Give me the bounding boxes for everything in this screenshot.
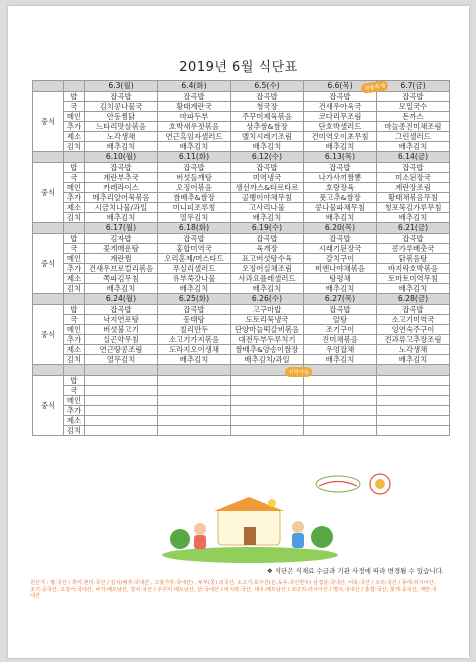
menu-item-row: [33, 112, 450, 122]
menu-item-row: [33, 305, 450, 315]
menu-dish-cell: 시래기된장국: [304, 244, 377, 254]
menu-dish-cell: 오징어볶음: [158, 183, 231, 193]
menu-dish-cell: [231, 426, 304, 436]
day-date-header: 6.10(월): [85, 152, 158, 163]
menu-item-row: [33, 254, 450, 264]
header-blank-cell: [64, 223, 85, 234]
menu-dish-cell: 대전두부두루치기: [231, 335, 304, 345]
row-label: 제소: [64, 416, 85, 426]
menu-dish-cell: [85, 416, 158, 426]
header-blank-cell: [33, 365, 64, 376]
menu-dish-cell: 동태탕: [158, 315, 231, 325]
menu-dish-cell: 배추김치: [377, 213, 450, 223]
row-label: 밥: [64, 163, 85, 173]
menu-item-row: [33, 345, 450, 355]
menu-item-row: [33, 142, 450, 152]
menu-item-row: [33, 355, 450, 365]
menu-item-row: [33, 102, 450, 112]
row-label: 제소: [64, 274, 85, 284]
menu-dish-cell: 미역냉국: [231, 173, 304, 183]
menu-dish-cell: [85, 406, 158, 416]
menu-dish-cell: 쌈배추&쌈장: [158, 193, 231, 203]
menu-dish-cell: 청포묵김가루무침: [377, 203, 450, 213]
row-label: 김치: [64, 142, 85, 152]
menu-dish-cell: 잡곡밥: [85, 305, 158, 315]
menu-dish-cell: 건새우브로컬리볶음: [85, 264, 158, 274]
day-date-header: 6.11(화): [158, 152, 231, 163]
row-label: 메인: [64, 325, 85, 335]
menu-dish-cell: 고구마밥: [231, 305, 304, 315]
page-title: 2019년 6월 식단표: [179, 60, 298, 75]
menu-dish-cell: 호랑장육: [304, 183, 377, 193]
menu-dish-cell: 콩가루배춧국: [377, 244, 450, 254]
menu-dish-cell: 잡곡밥: [85, 163, 158, 173]
row-label: 김치: [64, 426, 85, 436]
header-blank-cell: [33, 152, 64, 163]
menu-dish-cell: 배추김치: [377, 142, 450, 152]
menu-item-row: [33, 325, 450, 335]
kids-event-badge: 지역아동: [285, 367, 312, 377]
menu-dish-cell: [158, 406, 231, 416]
menu-dish-cell: 푸실리샐러드: [158, 264, 231, 274]
menu-dish-cell: 진미채볶음: [304, 335, 377, 345]
header-blank-cell: [33, 294, 64, 305]
row-label: 밥: [64, 376, 85, 386]
meal-category-label: 중식: [33, 234, 64, 294]
menu-dish-cell: 배추김치: [231, 142, 304, 152]
row-label: 국: [64, 102, 85, 112]
menu-dish-cell: 배추김치: [85, 142, 158, 152]
menu-dish-cell: [231, 406, 304, 416]
menu-dish-cell: 생선까스&타르타르: [231, 183, 304, 193]
menu-dish-cell: [304, 376, 377, 386]
menu-dish-cell: 단호박샐러드: [304, 122, 377, 132]
menu-dish-cell: 잡곡밥: [158, 234, 231, 244]
ingredient-origin-text: 원산지 : 쌀:국산 / 흑미,현미:국산 / 김치(배추:국내산 , 고춧가루:국내산) , 두부(콩) 외국산, 소고기:호주산(돈,육우:국산한우) 삼겹살:국내산, 어묵:국산 / 오리:국산 / 동태:러시아산, 조기:중국산, 오징어:국내산, 낙지:베트남산, 갈치:국산 / 주꾸미:베트남산, 닭:국내산 / 바지락:국산, 새우:베트남산 / 코다리:러시아산 / 멸치:국내산 / 홍합:국산, 꽃게:중국산, 계란:국내산: [30, 580, 437, 599]
row-label: 밥: [64, 92, 85, 102]
menu-dish-cell: 배추김치: [304, 213, 377, 223]
day-date-header: [377, 365, 450, 376]
menu-dish-cell: 잡곡밥: [304, 234, 377, 244]
menu-dish-cell: 모밀국수: [377, 102, 450, 112]
menu-dish-cell: 잡곡밥: [85, 92, 158, 102]
menu-item-row: [33, 183, 450, 193]
menu-dish-cell: 건새우아욱국: [304, 102, 377, 112]
menu-dish-cell: 돈까스: [377, 112, 450, 122]
menu-dish-cell: 배추김치: [85, 213, 158, 223]
row-label: 제소: [64, 132, 85, 142]
menu-dish-cell: [231, 376, 304, 386]
day-date-header: 6.20(목): [304, 223, 377, 234]
menu-dish-cell: 표고버섯탕수육: [231, 254, 304, 264]
menu-dish-cell: 잡곡밥: [304, 163, 377, 173]
menu-dish-cell: [85, 426, 158, 436]
day-date-header: [304, 365, 377, 376]
menu-dish-cell: 잡곡밥: [158, 163, 231, 173]
special-event-badge: 재롱축제: [360, 80, 388, 94]
meal-category-label: 중식: [33, 163, 64, 223]
row-label: 추가: [64, 264, 85, 274]
menu-item-row: [33, 122, 450, 132]
row-label: 밥: [64, 305, 85, 315]
menu-dish-cell: 오리훈제/머스타드: [158, 254, 231, 264]
menu-dish-cell: 김자밥: [85, 234, 158, 244]
week-date-row: [33, 365, 450, 376]
meal-category-label: 중식: [33, 92, 64, 152]
menu-dish-cell: 잡곡밥: [377, 305, 450, 315]
menu-dish-cell: 소고기가지볶음: [158, 335, 231, 345]
header-blank-cell: [64, 152, 85, 163]
menu-dish-cell: 배추김치: [304, 284, 377, 294]
row-label: 김치: [64, 284, 85, 294]
menu-dish-cell: 잡곡밥: [231, 92, 304, 102]
menu-dish-cell: 잡곡밥: [377, 163, 450, 173]
menu-item-row: [33, 284, 450, 294]
menu-dish-cell: [377, 386, 450, 396]
menu-dish-cell: 안동찜닭: [85, 112, 158, 122]
day-date-header: 6.18(화): [158, 223, 231, 234]
menu-dish-cell: [304, 386, 377, 396]
menu-dish-cell: [377, 376, 450, 386]
menu-dish-cell: [158, 386, 231, 396]
menu-dish-cell: [304, 406, 377, 416]
menu-item-row: [33, 376, 450, 386]
menu-item-row: [33, 213, 450, 223]
menu-dish-cell: 코다리무조림: [304, 112, 377, 122]
menu-dish-cell: 노각생채: [377, 345, 450, 355]
menu-table: [32, 80, 450, 436]
menu-dish-cell: [85, 386, 158, 396]
menu-dish-cell: 열무김치: [85, 355, 158, 365]
menu-dish-cell: 잡곡밥: [231, 234, 304, 244]
menu-dish-cell: 느타리맛살볶음: [85, 122, 158, 132]
row-label: 제소: [64, 345, 85, 355]
row-label: 메인: [64, 112, 85, 122]
row-label: 추가: [64, 335, 85, 345]
row-label: 추가: [64, 406, 85, 416]
menu-dish-cell: 청국장: [231, 102, 304, 112]
day-date-header: 6.7(금): [377, 81, 450, 92]
menu-dish-cell: 조기구이: [304, 325, 377, 335]
menu-dish-cell: 미니피조루칭: [158, 203, 231, 213]
day-date-header: 6.24(월): [85, 294, 158, 305]
menu-dish-cell: [377, 396, 450, 406]
menu-dish-cell: 메추리알어묵볶음: [85, 193, 158, 203]
menu-dish-cell: 도토리묵냉국: [231, 315, 304, 325]
day-date-header: 6.13(목): [304, 152, 377, 163]
row-label: 국: [64, 315, 85, 325]
row-label: 제소: [64, 203, 85, 213]
row-label: 김치: [64, 213, 85, 223]
menu-dish-cell: 토마토미역무침: [377, 274, 450, 284]
menu-dish-cell: 갈치구이: [304, 254, 377, 264]
week-date-row: [33, 152, 450, 163]
menu-dish-cell: 단양마늘떡갈비볶음: [231, 325, 304, 335]
menu-dish-cell: 시금치나물/과일: [85, 203, 158, 213]
row-label: 국: [64, 173, 85, 183]
day-date-header: [85, 365, 158, 376]
menu-dish-cell: 주꾸미제육볶음: [231, 112, 304, 122]
menu-dish-cell: 열무김치: [158, 213, 231, 223]
menu-change-notice: ❖ 식단은 식재료 수급과 기관 사정에 따라 변경될 수 있습니다.: [266, 567, 444, 575]
menu-dish-cell: 쌈배추&양송이쌈장: [231, 345, 304, 355]
row-label: 국: [64, 386, 85, 396]
menu-item-row: [33, 315, 450, 325]
menu-dish-cell: 배추김치: [231, 284, 304, 294]
meal-category-label: 중식: [33, 305, 64, 365]
menu-dish-cell: [377, 406, 450, 416]
menu-dish-cell: 배추김치: [158, 284, 231, 294]
row-label: 밥: [64, 234, 85, 244]
menu-dish-cell: 잡곡밥: [158, 305, 231, 315]
day-date-header: 6.4(화): [158, 81, 231, 92]
row-label: 추가: [64, 193, 85, 203]
menu-dish-cell: 오징어실채조림: [231, 264, 304, 274]
menu-dish-cell: 바지락호박볶음: [377, 264, 450, 274]
menu-item-row: [33, 193, 450, 203]
menu-dish-cell: 건미역오이초무침: [304, 132, 377, 142]
menu-dish-cell: [304, 396, 377, 406]
menu-dish-cell: 도라지오이생채: [158, 345, 231, 355]
menu-dish-cell: 홍합미역국: [158, 244, 231, 254]
menu-dish-cell: 콩나물파채무침: [304, 203, 377, 213]
menu-dish-cell: 고사리나물: [231, 203, 304, 213]
day-date-header: 6.17(월): [85, 223, 158, 234]
menu-dish-cell: [231, 396, 304, 406]
menu-dish-cell: [158, 426, 231, 436]
menu-dish-cell: [231, 386, 304, 396]
menu-dish-cell: 계란장조림: [377, 183, 450, 193]
row-label: 추가: [64, 122, 85, 132]
menu-item-row: [33, 386, 450, 396]
menu-dish-cell: 낙지연포탕: [85, 315, 158, 325]
day-date-header: 6.14(금): [377, 152, 450, 163]
menu-dish-cell: [158, 376, 231, 386]
menu-dish-cell: 배추김치: [304, 142, 377, 152]
menu-dish-cell: 쪽파김무침: [85, 274, 158, 284]
menu-dish-cell: 비엔나야채볶음: [304, 264, 377, 274]
menu-dish-cell: 칠리만두: [158, 325, 231, 335]
menu-dish-cell: 알탕: [304, 315, 377, 325]
menu-dish-cell: 배추김치: [377, 284, 450, 294]
day-date-header: 6.25(화): [158, 294, 231, 305]
week-date-row: [33, 223, 450, 234]
menu-dish-cell: 잡곡밥: [377, 92, 450, 102]
menu-dish-cell: 마늘종진미채조림: [377, 122, 450, 132]
menu-dish-cell: 잡곡밥: [377, 234, 450, 244]
menu-dish-cell: 그린샐러드: [377, 132, 450, 142]
menu-item-row: [33, 244, 450, 254]
menu-item-row: [33, 173, 450, 183]
menu-dish-cell: [158, 416, 231, 426]
children-illustration: [160, 497, 340, 563]
menu-item-row: [33, 163, 450, 173]
menu-dish-cell: 사과요플레샐러드: [231, 274, 304, 284]
menu-dish-cell: 상추쌈&쌈장: [231, 122, 304, 132]
menu-dish-cell: 배추김치: [85, 284, 158, 294]
menu-dish-cell: 닭볶음탕: [377, 254, 450, 264]
menu-dish-cell: [304, 426, 377, 436]
menu-dish-cell: [85, 376, 158, 386]
menu-dish-cell: [158, 396, 231, 406]
menu-dish-cell: [377, 426, 450, 436]
row-label: 국: [64, 244, 85, 254]
menu-item-row: [33, 203, 450, 213]
menu-item-row: [33, 92, 450, 102]
menu-dish-cell: 계란찜: [85, 254, 158, 264]
menu-item-row: [33, 274, 450, 284]
menu-dish-cell: 호박새우젓볶음: [158, 122, 231, 132]
week-date-row: [33, 294, 450, 305]
header-blank-cell: [64, 294, 85, 305]
meal-category-label: 중식: [33, 376, 64, 436]
menu-dish-cell: 배추김치: [231, 213, 304, 223]
menu-dish-cell: 버섯들깨탕: [158, 173, 231, 183]
menu-item-row: [33, 406, 450, 416]
menu-item-row: [33, 264, 450, 274]
menu-dish-cell: 김치콩나물국: [85, 102, 158, 112]
menu-dish-cell: 탕평채: [304, 274, 377, 284]
menu-dish-cell: 연근흑임자샐러드: [158, 132, 231, 142]
menu-dish-cell: 배추김치: [377, 355, 450, 365]
logo-badge: [315, 475, 361, 493]
menu-dish-cell: 마파두부: [158, 112, 231, 122]
day-date-header: 6.26(수): [231, 294, 304, 305]
menu-dish-cell: [85, 396, 158, 406]
header-blank-cell: [33, 81, 64, 92]
menu-dish-cell: 미소된장국: [377, 173, 450, 183]
menu-dish-cell: 황태계란국: [158, 102, 231, 112]
menu-dish-cell: 견과류고추장조림: [377, 335, 450, 345]
menu-item-row: [33, 396, 450, 406]
menu-dish-cell: [231, 416, 304, 426]
menu-item-row: [33, 335, 450, 345]
menu-dish-cell: [377, 416, 450, 426]
menu-dish-cell: 나가사끼짬뽕: [304, 173, 377, 183]
menu-dish-cell: 카레라이스: [85, 183, 158, 193]
day-date-header: 6.3(월): [85, 81, 158, 92]
day-date-header: 6.12(수): [231, 152, 304, 163]
menu-dish-cell: 우엉잡채: [304, 345, 377, 355]
menu-dish-cell: 잡곡밥: [304, 92, 377, 102]
day-date-header: 6.28(금): [377, 294, 450, 305]
day-date-header: 6.21(금): [377, 223, 450, 234]
day-date-header: 6.5(수): [231, 81, 304, 92]
day-date-header: 6.19(수): [231, 223, 304, 234]
day-date-header: 6.27(목): [304, 294, 377, 305]
menu-dish-cell: 배추김치: [304, 355, 377, 365]
row-label: 메인: [64, 183, 85, 193]
menu-dish-cell: 꽃게매운탕: [85, 244, 158, 254]
menu-dish-cell: 배추김치: [158, 142, 231, 152]
menu-item-row: [33, 132, 450, 142]
menu-dish-cell: 노각생채: [85, 132, 158, 142]
menu-dish-cell: 소고기미역국: [377, 315, 450, 325]
row-label: 메인: [64, 254, 85, 264]
header-blank-cell: [33, 223, 64, 234]
menu-dish-cell: 골뱅이야채무침: [231, 193, 304, 203]
menu-item-row: [33, 426, 450, 436]
emblem-icon: [369, 473, 391, 495]
menu-dish-cell: 실곤약무침: [85, 335, 158, 345]
row-label: 메인: [64, 396, 85, 406]
menu-dish-cell: 버섯불고기: [85, 325, 158, 335]
menu-dish-cell: 잉연숙주구이: [377, 325, 450, 335]
menu-dish-cell: 연근땅콩조림: [85, 345, 158, 355]
menu-dish-cell: [304, 416, 377, 426]
menu-dish-cell: 육개장: [231, 244, 304, 254]
menu-dish-cell: 배추김치/과일: [231, 355, 304, 365]
row-label: 김치: [64, 355, 85, 365]
menu-dish-cell: 계란부추국: [85, 173, 158, 183]
header-blank-cell: [64, 365, 85, 376]
day-date-header: 6.6(목): [304, 81, 377, 92]
day-date-header: [158, 365, 231, 376]
menu-dish-cell: 황태채볶음무침: [377, 193, 450, 203]
menu-item-row: [33, 416, 450, 426]
menu-dish-cell: 잡곡밥: [304, 305, 377, 315]
menu-item-row: [33, 234, 450, 244]
menu-dish-cell: 유부쑥갓나물: [158, 274, 231, 284]
menu-dish-cell: 잡곡밥: [231, 163, 304, 173]
header-blank-cell: [64, 81, 85, 92]
menu-dish-cell: 잡곡밥: [158, 92, 231, 102]
menu-dish-cell: 배추김치: [158, 355, 231, 365]
menu-dish-cell: 멜치시레기조림: [231, 132, 304, 142]
menu-dish-cell: 풋고추&쌈장: [304, 193, 377, 203]
